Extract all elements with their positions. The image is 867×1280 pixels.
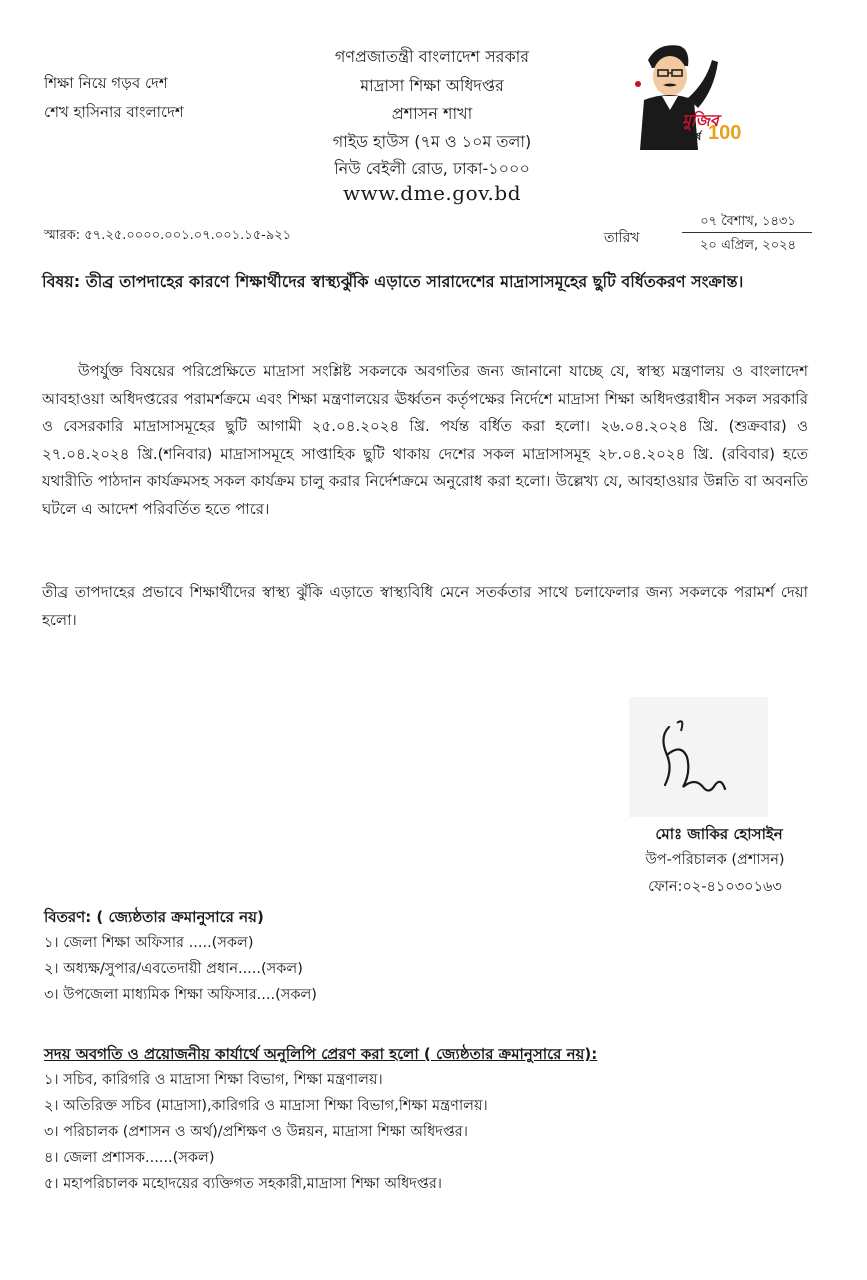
logo-text-borsho: বর্ষ	[690, 132, 702, 143]
copy-item: ২। অতিরিক্ত সচিব (মাদ্রাসা),কারিগরি ও মাদ্রাসা শিক্ষা বিভাগ,শিক্ষা মন্ত্রণালয়।	[44, 1098, 488, 1114]
copy-list	[44, 1041, 597, 1197]
signatory-phone: ফোন:০২-৪১০৩০১৬৩	[648, 879, 782, 895]
distribution-item: ১। জেলা শিক্ষা অফিসার .....(সকল)	[44, 935, 254, 951]
logo-text-mujib: মুজিব	[682, 111, 719, 130]
header-website: www.dme.gov.bd	[342, 181, 522, 205]
signatory-name: মোঃ জাকির হোসাইন	[655, 825, 783, 843]
header-address: নিউ বেইলী রোড, ঢাকা-১০০০	[334, 159, 530, 178]
header-government: গণপ্রজাতন্ত্রী বাংলাদেশ সরকার	[334, 47, 530, 66]
signature-image	[629, 697, 768, 817]
copy-heading: সদয় অবগতি ও প্রয়োজনীয় কার্যার্থে অনুলিপি প্রেরণ করা হলো ( জ্যেষ্ঠতার ক্রমানুসারে নয়):	[44, 1045, 598, 1063]
distribution-list	[44, 904, 317, 1008]
header-building: গাইড হাউস (৭ম ও ১০ম তলা)	[332, 132, 532, 151]
signatory-title: উপ-পরিচালক (প্রশাসন)	[645, 852, 785, 868]
date-english: ২০ এপ্রিল, ২০২৪	[699, 238, 797, 253]
slogan-line-1: শিক্ষা নিয়ে গড়ব দেশ	[44, 74, 168, 92]
header-department: মাদ্রাসা শিক্ষা অধিদপ্তর	[360, 76, 504, 95]
signature-scribble	[629, 697, 768, 817]
copy-item: ১। সচিব, কারিগরি ও মাদ্রাসা শিক্ষা বিভাগ, শিক্ষা মন্ত্রণালয়।	[44, 1072, 383, 1088]
date-divider	[682, 232, 812, 233]
distribution-heading: বিতরণ: ( জ্যেষ্ঠতার ক্রমানুসারে নয়)	[44, 908, 264, 926]
subject: বিষয়: তীব্র তাপদাহের কারণে শিক্ষার্থীদের স্বাস্থ্যঝুঁকি এড়াতে সারাদেশের মাদ্রাসাসমূহের ছুটি বর্ধিতকরণ সংক্রান্ত।	[42, 272, 744, 291]
body-paragraph-1: উপর্যুক্ত বিষয়ের পরিপ্রেক্ষিতে মাদ্রাসা সংশ্লিষ্ট সকলকে অবগতির জন্য জানানো যাচ্ছে যে, স্বাস্থ্য মন্ত্রণালয় ও বাংলাদেশ আবহাওয়া অধিদপ্তরের পরামর্শক্রমে এবং শিক্ষা মন্ত্রণালয়ের ঊর্ধ্বতন কর্তৃপক্ষের নির্দেশে মাদ্রাসা শিক্ষা অধিদপ্তরাধীন সকল সরকারি ও বেসরকারি মাদ্রাসাসমূহের ছুটি আগামী ২৫.০৪.২০২৪ খ্রি. পর্যন্ত বর্ধিত করা হলো। ২৬.০৪.২০২৪ খ্রি. (শুক্রবার) ও ২৭.০৪.২০২৪ খ্রি.(শনিবার) মাদ্রাসাসমূহে সাপ্তাহিক ছুটি থাকায় দেশের সকল মাদ্রাসাসমূহ ২৮.০৪.২০২৪ খ্রি. (রবিবার) হতে যথারীতি পাঠদান কার্যক্রমসহ সকল কার্যক্রম চালু করার নির্দেশক্রমে অনুরোধ করা হলো। উল্লেখ্য যে, আবহাওয়ার উন্নতি বা অবনতি ঘটলে এ আদেশ পরিবর্তিত হতে পারে।	[42, 362, 808, 518]
memo-reference: স্মারক: ৫৭.২৫.০০০০.০০১.০৭.০০১.১৫-৯২১	[44, 228, 292, 243]
copy-item: ৫। মহাপরিচালক মহোদয়ের ব্যক্তিগত সহকারী,মাদ্রাসা শিক্ষা অধিদপ্তর।	[44, 1176, 442, 1192]
copy-item: ৩। পরিচালক (প্রশাসন ও অর্থ)/প্রশিক্ষণ ও উন্নয়ন, মাদ্রাসা শিক্ষা অধিদপ্তর।	[44, 1124, 468, 1140]
logo-text-100: 100	[708, 122, 742, 144]
date-bangla: ০৭ বৈশাখ, ১৪৩১	[700, 214, 796, 229]
distribution-item: ৩। উপজেলা মাধ্যমিক শিক্ষা অফিসার....(সকল)	[44, 987, 317, 1003]
slogan-line-2: শেখ হাসিনার বাংলাদেশ	[44, 103, 184, 121]
body-paragraph-2: তীব্র তাপদাহের প্রভাবে শিক্ষার্থীদের স্বাস্থ্য ঝুঁকি এড়াতে স্বাস্থ্যবিধি মেনে সতর্কতার সাথে চলাফেলার জন্য সকলকে পরামর্শ দেয়া হলো।	[42, 583, 808, 629]
date-label: তারিখ	[604, 230, 640, 246]
header-branch: প্রশাসন শাখা	[391, 104, 473, 123]
distribution-item: ২। অধ্যক্ষ/সুপার/এবতেদায়ী প্রধান.....(সকল)	[44, 961, 303, 977]
copy-item: ৪। জেলা প্রশাসক......(সকল)	[44, 1150, 215, 1166]
mujib-borsho-logo	[628, 38, 740, 150]
